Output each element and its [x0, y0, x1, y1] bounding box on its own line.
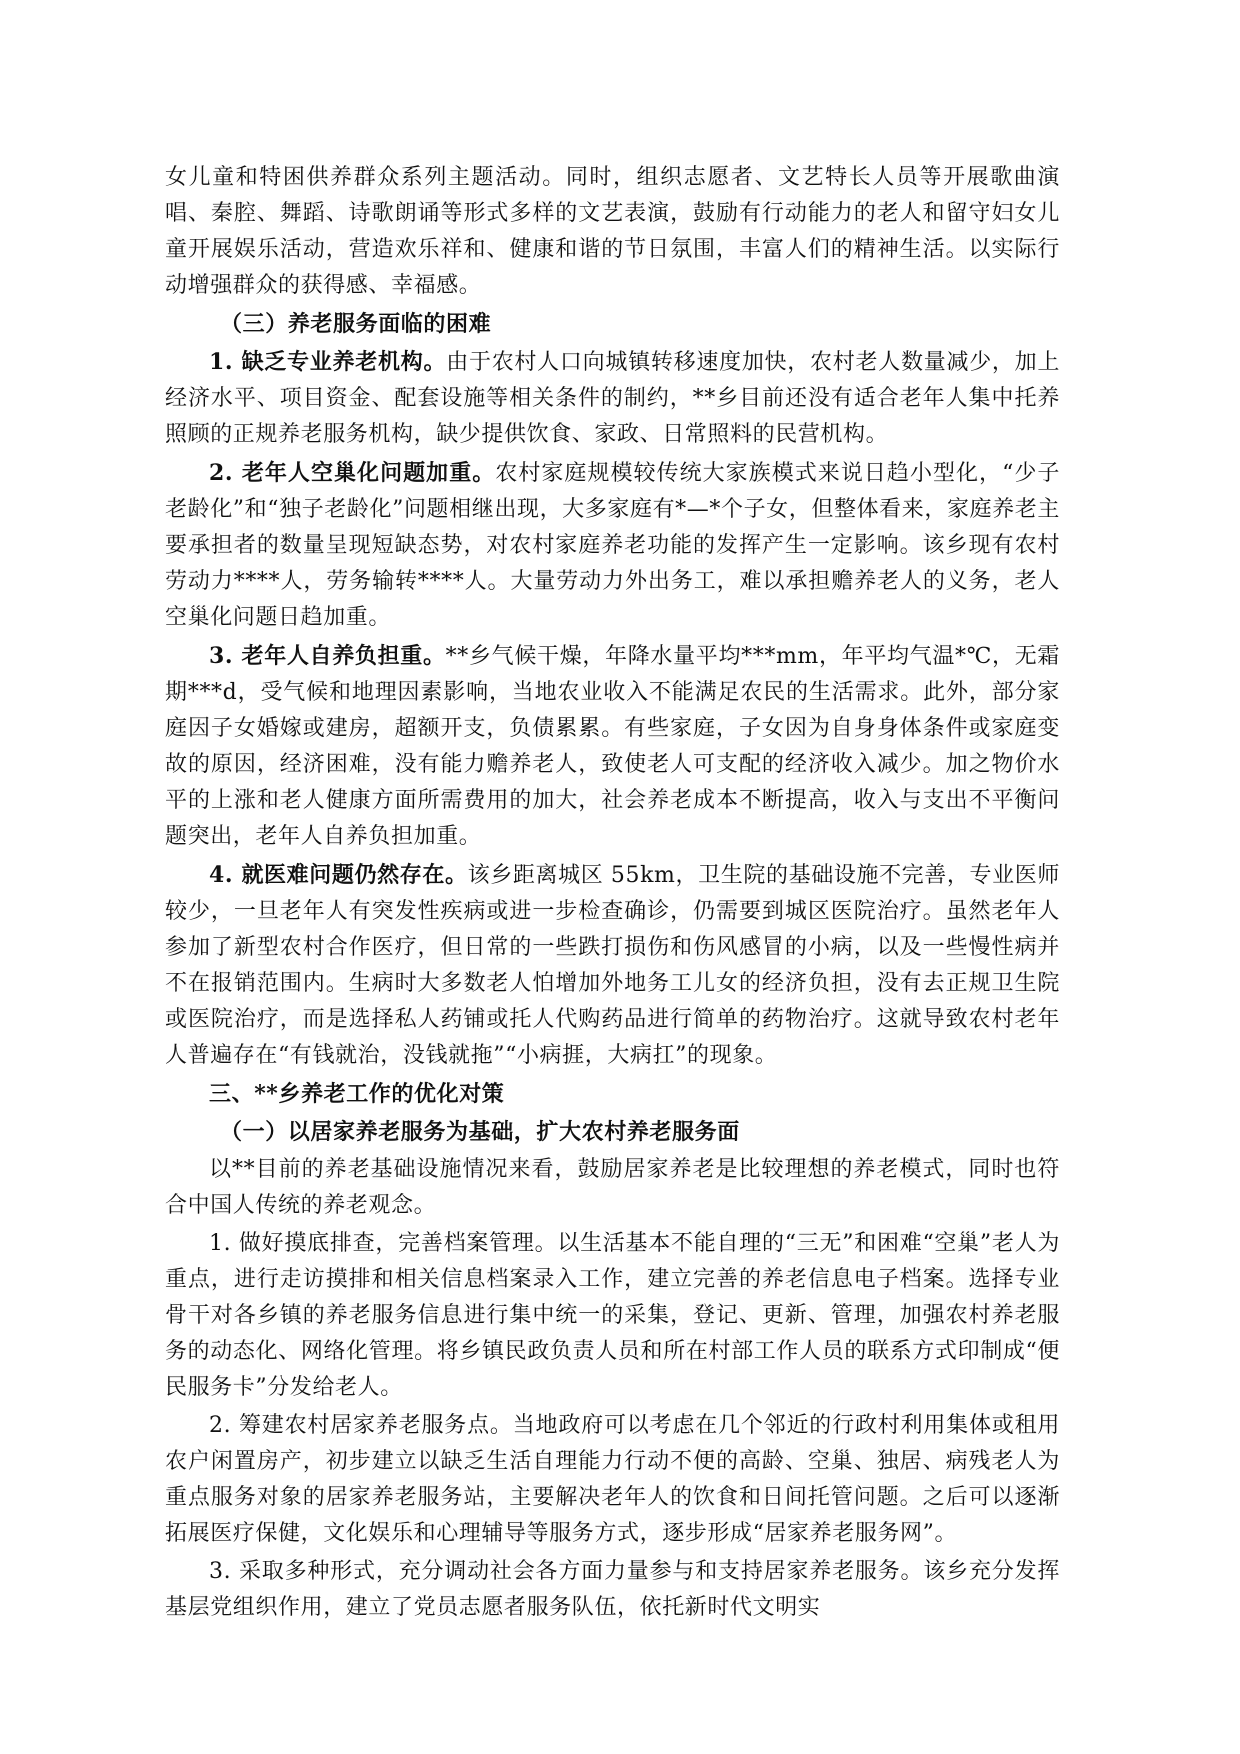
difficulty-text-4: 该乡距离城区 55km，卫生院的基础设施不完善，专业医师较少，一旦老年人有突发性疾病或进一步检查确诊，仍需要到城区医院治疗。虽然老年人参加了新型农村合作医疗，但日常的一些跌打损伤和伤风感冒的小病，以及一些慢性病并不在报销范围内。生病时大多数老人怕增加外地务工儿女的经济负担，没有去正规卫生院或医院治疗，而是选择私人药铺或托人代购药品进行简单的药物治疗。这就导致农村老年人普遍存在“有钱就治，没钱就拖”“小病捱，大病扛”的现象。	[165, 863, 1060, 1068]
document-page	[165, 160, 1060, 1628]
section-heading-difficulties: （三）养老服务面临的困难	[220, 311, 492, 337]
difficulty-paragraph-3	[165, 638, 1060, 855]
difficulty-text-2: 农村家庭规模较传统大家族模式来说日趋小型化，“少子老龄化”和“独子老龄化”问题相继出现，大多家庭有*—*个子女，但整体看来，家庭养老主要承担者的数量呈现短缺态势，对农村家庭养老功能的发挥产生一定影响。该乡现有农村劳动力****人，劳务输转****人。大量劳动力外出务工，难以承担赡养老人的义务，老人空巢化问题日趋加重。	[165, 461, 1061, 630]
difficulty-lead-2: 2. 老年人空巢化问题加重。	[209, 460, 496, 486]
difficulty-lead-1: 1. 缺乏专业养老机构。	[209, 349, 447, 375]
difficulty-paragraph-1	[165, 344, 1060, 453]
subsection-heading-home-care: （一）以居家养老服务为基础，扩大农村养老服务面	[220, 1119, 740, 1145]
difficulty-lead-4: 4. 就医难问题仍然存在。	[209, 862, 468, 888]
difficulty-text-1: 由于农村人口向城镇转移速度加快，农村老人数量减少，加上经济水平、项目资金、配套设施等相关条件的制约，**乡目前还没有适合老年人集中托养照顾的正规养老服务机构，缺少提供饮食、家政、日常照料的民营机构。	[165, 350, 1061, 447]
section-heading-3: 三、**乡养老工作的优化对策	[209, 1081, 505, 1107]
measure-paragraph-2: 2. 筹建农村居家养老服务点。当地政府可以考虑在几个邻近的行政村利用集体或租用农户闲置房产，初步建立以缺乏生活自理能力行动不便的高龄、空巢、独居、病残老人为重点服务对象的居家养老服务站，主要解决老年人的饮食和日间托管问题。之后可以逐渐拓展医疗保健，文化娱乐和心理辅导等服务方式，逐步形成“居家养老服务网”。	[165, 1413, 1060, 1546]
difficulty-paragraph-2	[165, 455, 1060, 636]
intro-paragraph: 女儿童和特困供养群众系列主题活动。同时，组织志愿者、文艺特长人员等开展歌曲演唱、秦腔、舞蹈、诗歌朗诵等形式多样的文艺表演，鼓励有行动能力的老人和留守妇女儿童开展娱乐活动，营造欢乐祥和、健康和谐的节日氛围，丰富人们的精神生活。以实际行动增强群众的获得感、幸福感。	[165, 165, 1060, 298]
home-care-intro-paragraph: 以**目前的养老基础设施情况来看，鼓励居家养老是比较理想的养老模式，同时也符合中国人传统的养老观念。	[165, 1157, 1060, 1218]
measure-paragraph-1: 1. 做好摸底排查，完善档案管理。以生活基本不能自理的“三无”和困难“空巢”老人为重点，进行走访摸排和相关信息档案录入工作，建立完善的养老信息电子档案。选择专业骨干对各乡镇的养老服务信息进行集中统一的采集，登记、更新、管理，加强农村养老服务的动态化、网络化管理。将乡镇民政负责人员和所在村部工作人员的联系方式印制成“便民服务卡”分发给老人。	[165, 1231, 1060, 1400]
difficulty-paragraph-4	[165, 857, 1060, 1074]
difficulty-lead-3: 3. 老年人自养负担重。	[209, 643, 446, 669]
difficulty-text-3: **乡气候干燥，年降水量平均***mm，年平均气温*℃，无霜期***d，受气候和地理因素影响，当地农业收入不能满足农民的生活需求。此外，部分家庭因子女婚嫁或建房，超额开支，负债累累。有些家庭，子女因为自身身体条件或家庭变故的原因，经济困难，没有能力赡养老人，致使老人可支配的经济收入减少。加之物价水平的上涨和老人健康方面所需费用的加大，社会养老成本不断提高，收入与支出不平衡问题突出，老年人自养负担加重。	[165, 644, 1061, 849]
measure-paragraph-3: 3. 采取多种形式，充分调动社会各方面力量参与和支持居家养老服务。该乡充分发挥基层党组织作用，建立了党员志愿者服务队伍，依托新时代文明实	[165, 1559, 1060, 1620]
